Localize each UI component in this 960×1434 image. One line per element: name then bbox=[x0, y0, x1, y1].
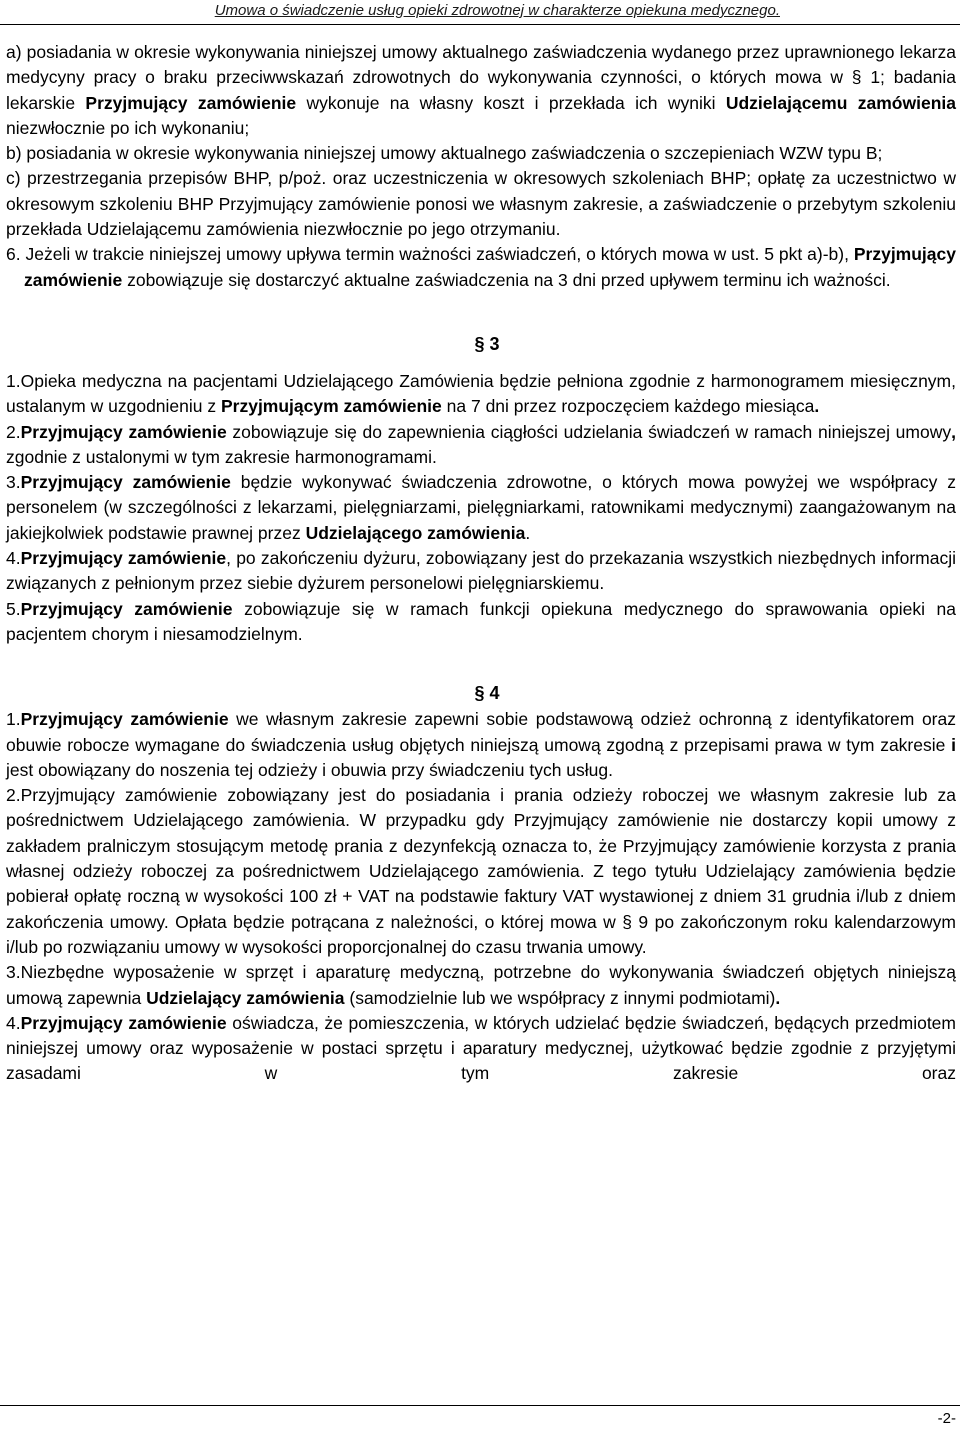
s3-p3-num: 3. bbox=[6, 472, 21, 493]
point-6-text-1: 6. Jeżeli w trakcie niniejszej umowy upływa termin ważności zaświadczeń, o których mowa w ust. 5 pkt a)-b), bbox=[6, 244, 854, 265]
point-6-text-2: zobowiązuje się dostarczyć aktualne zaświadczenia na 3 dni przed upływem terminu ich ważności. bbox=[122, 269, 891, 290]
s4-p1-bold: Przyjmujący zamówienie bbox=[20, 709, 229, 730]
section-4-point-3 bbox=[6, 960, 956, 1011]
s3-p2-bold: Przyjmujący zamówienie bbox=[20, 421, 227, 442]
item-a-text-1: a) posiadania w okresie wykonywania niniejszej umowy aktualnego zaświadczenia wydanego przez uprawnionego lekarza medycyny pracy o braku przeciwwskazań zdrowotnych do wykonywania czynności, o których mowa w § 1; badania lekarskie bbox=[6, 42, 956, 113]
s4-p1-num: 1. bbox=[6, 709, 21, 730]
page-footer bbox=[0, 1405, 960, 1427]
point-6 bbox=[6, 242, 956, 293]
page-number: -2- bbox=[937, 1410, 956, 1427]
item-c: c) przestrzegania przepisów BHP, p/poż. oraz uczestniczenia w okresowych szkoleniach BHP; opłatę za uczestnictwo w okresowym szkoleniu BHP Przyjmujący zamówienie ponosi we własnym zakresie, a zaświadczenie o przebytym szkoleniu przekłada Udzielającemu zamówienia niezwłocznie po jego otrzymaniu. bbox=[6, 168, 956, 240]
point-6-bold: Przyjmujący zamówienie bbox=[24, 244, 956, 290]
s3-p1-bold: Przyjmującym zamówienie bbox=[220, 396, 442, 417]
s4-p1-text-1: we własnym zakresie zapewni sobie podstawową odzież ochronną z identyfikatorem oraz obuwie robocze wymagane do świadczenia usług objętych niniejszą umową zgodną z przepisami prawa w tym zakresie bbox=[6, 709, 956, 755]
section-3-point-1 bbox=[6, 369, 956, 420]
s4-p4-num: 4. bbox=[6, 1012, 21, 1033]
item-a bbox=[6, 40, 956, 141]
s3-p4-bold: Przyjmujący zamówienie bbox=[20, 548, 227, 569]
s4-p1-text-2: jest obowiązany do noszenia tej odzieży i obuwia przy świadczeniu tych usług. bbox=[6, 759, 613, 780]
section-3-point-4 bbox=[6, 546, 956, 597]
s4-p3-dot: . bbox=[775, 987, 781, 1008]
s3-p5-bold: Przyjmujący zamówienie bbox=[20, 598, 233, 619]
s4-p3-text-2: (samodzielnie lub we współpracy z innymi podmiotami) bbox=[344, 987, 776, 1008]
s4-p4-text-1: oświadcza, że pomieszczenia, w których udzielać będzie świadczeń, będących przedmiotem niniejszej umowy oraz wyposażenie w postaci sprzętu i aparatury medycznej, użytkować będzie zgodnie z przyjętymi zasadami w tym zakresie oraz bbox=[6, 1012, 956, 1084]
s3-p2-num: 2. bbox=[6, 421, 21, 442]
section-4-heading: § 4 bbox=[474, 683, 500, 704]
s3-p1-text-2: na 7 dni przez rozpoczęciem każdego miesiąca bbox=[441, 396, 815, 417]
s3-p3-bold: Przyjmujący zamówienie bbox=[20, 472, 231, 493]
s4-p3-text-1: 3.Niezbędne wyposażenie w sprzęt i aparaturę medyczną, potrzebne do wykonywania świadczeń objętych niniejszą umową zapewnia bbox=[6, 962, 956, 1008]
section-4-point-2: 2.Przyjmujący zamówienie zobowiązany jest do posiadania i prania odzieży roboczej we własnym zakresie lub za pośrednictwem Udzielającego zamówienia. W przypadku gdy Przyjmujący zamówienie nie dostarczy kopii umowy z zakładem pralniczym stosującym metodę prania z dezynfekcją oznacza to, że Przyjmujący zamówienie korzysta z prania własnej odzieży roboczej za pośrednictwem Udzielającego zamówienia. Z tego tytułu Udzielający zamówienia będzie pobierał opłatę roczną w wysokości 100 zł + VAT na podstawie faktury VAT wystawionej z dniem 31 grudnia i/lub z dniem zakończenia umowy. Opłata będzie potrącana z należności, o której mowa w § 9 po zakończonym roku kalendarzowym i/lub po rozwiązaniu umowy w wysokości proporcjonalnej do czasu trwania umowy. bbox=[6, 785, 956, 957]
s3-p3-text-1: będzie wykonywać świadczenia zdrowotne, o których mowa powyżej we współpracy z personelem (w szczególności z lekarzami, pielęgniarzami, pielęgniarkami, ratownikami medycznymi) zaangażowanym na jakiejkolwiek podstawie prawnej przez bbox=[6, 472, 956, 543]
section-4-point-1 bbox=[6, 707, 956, 783]
section-3-point-3 bbox=[6, 470, 956, 546]
spacer bbox=[6, 293, 956, 319]
s3-p2-comma: , bbox=[951, 421, 956, 442]
s4-p3-bold: Udzielający zamówienia bbox=[146, 987, 345, 1008]
section-4 bbox=[6, 707, 956, 1086]
item-a-text-3: niezwłocznie po ich wykonaniu; bbox=[6, 117, 250, 138]
spacer bbox=[6, 647, 956, 669]
s3-p1-dot: . bbox=[814, 396, 820, 417]
item-b: b) posiadania w okresie wykonywania niniejszej umowy aktualnego zaświadczenia o szczepieniach WZW typu B; bbox=[6, 143, 883, 164]
section-3-heading: § 3 bbox=[474, 333, 500, 354]
document-body bbox=[6, 40, 956, 1087]
running-header bbox=[0, 2, 960, 25]
s3-p4-text-1: , po zakończeniu dyżuru, zobowiązany jest do przekazania wszystkich niezbędnych informacji związanych z pełnionym przez siebie dyżurem personelowi pielęgniarskiemu. bbox=[6, 548, 956, 594]
s3-p5-num: 5. bbox=[6, 598, 21, 619]
header-title: Umowa o świadczenie usług opieki zdrowotnej w charakterze opiekuna medycznego. bbox=[214, 2, 780, 19]
s3-p2-text-1: zobowiązuje się do zapewnienia ciągłości udzielania świadczeń w ramach niniejszej umowy bbox=[226, 421, 952, 442]
s3-p2-text-2: zgodnie z ustalonymi w tym zakresie harmonogramami. bbox=[6, 446, 437, 467]
section-3-point-5 bbox=[6, 597, 956, 648]
s3-p3-text-2: . bbox=[525, 522, 531, 543]
section-continuation bbox=[6, 40, 956, 293]
s4-p1-bold-i: i bbox=[951, 734, 956, 755]
item-a-bold-2: Udzielającemu zamówienia bbox=[725, 92, 956, 113]
s3-p3-bold-2: Udzielającego zamówienia bbox=[305, 522, 526, 543]
section-4-point-4 bbox=[6, 1011, 956, 1087]
section-3 bbox=[6, 369, 956, 647]
item-a-text-2: wykonuje na własny koszt i przekłada ich wyniki bbox=[296, 92, 726, 113]
s3-p4-num: 4. bbox=[6, 548, 21, 569]
item-a-bold-1: Przyjmujący zamówienie bbox=[85, 92, 297, 113]
s3-p1-text-1: 1.Opieka medyczna na pacjentami Udzielającego Zamówienia będzie pełniona zgodnie z harmonogramem miesięcznym, ustalanym w uzgodnieniu z bbox=[6, 370, 956, 417]
s4-p4-bold: Przyjmujący zamówienie bbox=[20, 1012, 227, 1033]
s3-p5-text-1: zobowiązuje się w ramach funkcji opiekuna medycznego do sprawowania opieki na pacjentem chorym i niesamodzielnym. bbox=[6, 598, 956, 644]
section-3-point-2 bbox=[6, 420, 956, 471]
